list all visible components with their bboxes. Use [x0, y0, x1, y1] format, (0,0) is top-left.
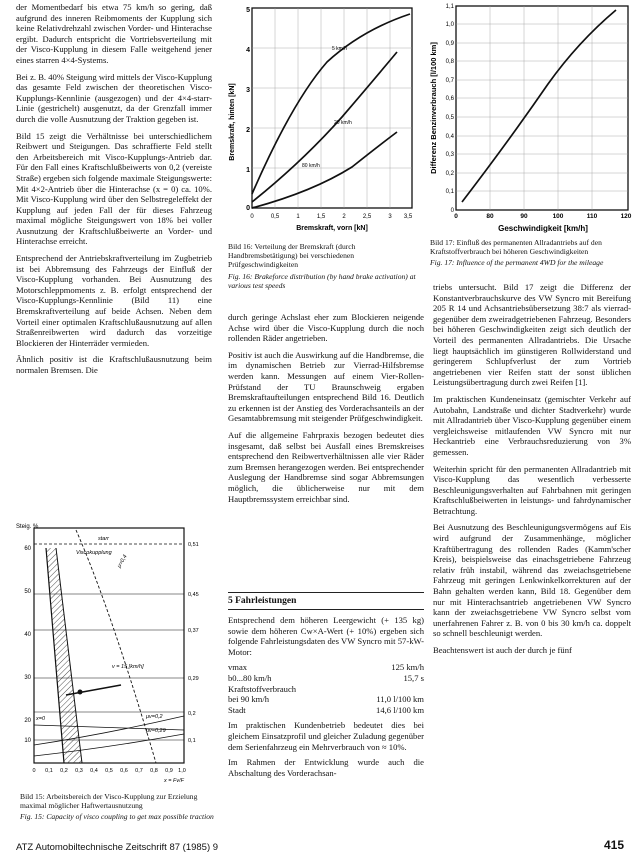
column-right	[433, 282, 631, 662]
x-tick: 1,5	[316, 214, 326, 220]
x-axis-label: Geschwindigkeit [km/h]	[498, 224, 588, 233]
curve-label: 5 km/h	[332, 46, 348, 52]
x-tick: 0,9	[165, 768, 173, 774]
x-tick: 0,3	[75, 768, 83, 774]
caption-german: Bild 17: Einfluß des permanenten Allradantriebs auf den Kraftstoffverbrauch bei höheren Geschwindigkeiten	[430, 238, 602, 257]
figure-16-caption	[228, 242, 424, 290]
figure-17	[428, 2, 634, 236]
section-body	[228, 615, 424, 783]
curve	[78, 690, 83, 695]
curve	[252, 14, 410, 194]
x-tick: 80	[486, 213, 494, 220]
paragraph: Entsprechend dem höheren Leergewicht (+ 135 kg) sowie dem höheren Cw×A-Wert (+ 10%) ergeben sich folgende Fahrleistungsdaten des VW Syncro mit 57-kW-Motor:	[228, 615, 424, 657]
y-tick: 0,4	[445, 134, 454, 140]
paragraph: Positiv ist auch die Auswirkung auf die Handbremse, die im dynamischen Betrieb zur Vierrad-Hilfsbremse werden kann. Messungen auf einem Vier-Rollen-Prüfstand der TU Braunschweig ergaben Bremskraftaufteilungen entsprechend Bild 16. Deutlich zu erkennen ist der Anstieg des Vorderachsanteils an der Gesamtabbremsung mit steigender Prüfgeschwindigkeit.	[228, 349, 424, 424]
x-axis-label: x = Fv/F	[164, 778, 185, 784]
caption-german: Bild 15: Arbeitsbereich der Visco-Kupplung zur Erzielung maximal möglicher Haftwertausnutzung	[20, 792, 198, 811]
x-tick: 0,5	[105, 768, 113, 774]
y-tick: 2	[246, 127, 250, 134]
x-tick: 0,7	[135, 768, 143, 774]
caption-german: Bild 16: Verteilung der Bremskraft (durch Handbremsbetätigung) bei verschiedenen Prüfgeschwindigkeiten	[228, 242, 356, 270]
paragraph: Bei z. B. 40% Steigung wird mittels der Visco-Kupplung das gesamte Feld zwischen der theoretischen Visco-Kupplungs-Kennlinie (ausgezogen) und der 4×4-starr-Linie (gestrichelt) ausgenutzt, da der Grenzfall immer durch die volle Ausnutzung der Traktion gegeben ist.	[16, 71, 213, 124]
spec-row	[228, 662, 424, 673]
spec-row	[228, 694, 424, 705]
column-middle	[228, 312, 424, 510]
curve-label: x=0	[36, 716, 46, 722]
hatched-region	[46, 548, 82, 763]
caption-english: Fig. 16: Brakeforce distribution (by hand brake activation) at various test speeds	[228, 271, 416, 290]
paragraph: Auf die allgemeine Fahrpraxis bezogen bedeutet dies insgesamt, daß selbst bei Ausfall eines Bremskreises entsprechend den Reibwertverhältnissen alle vier Räder zum Bremsen herangezogen werden. Bei entsprechender Auslegung der Handbremse sind sogar Abbremsungen möglich, die üblicherweise nur mit dem Hauptbremssystem erreichbar sind.	[228, 429, 424, 504]
x-tick: 0,2	[60, 768, 68, 774]
x-tick: 1	[296, 214, 300, 220]
y-tick: 0,3	[445, 152, 454, 158]
curve-label: Viscokupplung	[76, 550, 112, 556]
y-tick: 1,1	[445, 4, 454, 10]
curve-label: 20 km/h	[334, 120, 352, 126]
y-tick: 0,7	[445, 78, 454, 84]
spec-label: Kraftstoffverbrauch	[228, 683, 297, 694]
y-axis-label: Steig. %	[16, 524, 39, 530]
x-tick: 1,0	[178, 768, 186, 774]
y-tick: 10	[24, 738, 31, 744]
y-tick: 1	[246, 167, 250, 174]
x-tick: 3,5	[403, 214, 413, 220]
curve	[252, 52, 397, 202]
curve	[252, 132, 397, 208]
x-tick: 0	[454, 213, 458, 220]
y-tick: 0,8	[445, 59, 454, 65]
x-tick: 0,5	[270, 214, 280, 220]
spec-value: 11,0 l/100 km	[376, 694, 424, 705]
x-axis-label: Bremskraft, vorn [kN]	[296, 225, 368, 232]
y-tick: 0	[450, 208, 454, 214]
x-tick: 0	[32, 768, 36, 774]
paragraph: Weiterhin spricht für den permanenten Allradantrieb mit Visco-Kupplung das wesentlich verbesserte Beschleunigungsverhalten auf Fahrbahnen mit geringen Kraftschlußbeiwerten in leistungs- und fahrdynamischer Betrachtung.	[433, 463, 631, 516]
curve-label: μv=0,29	[146, 728, 166, 734]
y-tick: 0	[246, 205, 250, 212]
curve-label: 80 km/h	[302, 163, 320, 169]
x-tick: 2,5	[362, 214, 372, 220]
curve	[66, 685, 121, 695]
paragraph: Entsprechend der Antriebskraftverteilung im Zugbetrieb ist bei Abbremsung des Fahrzeugs der Einfluß der Visco-Kupplung vorhanden. Bei Ausnutzung des Motorschleppmoments z. B. erfolgt entsprechend der Visco-Kupplungs-Kennlinie (Bild 11) eine Bremskraftverteilung auf beide Achsen. Neben dem Vorteil einer optimalen Kraftschlußausnutzung auf allen Straßenreibwerten wird dadurch das vorzeitige Blockieren der Hinterräder vermieden.	[16, 253, 212, 348]
curve-label: starr	[98, 536, 109, 542]
y-tick: 30	[24, 675, 31, 681]
y-tick: 1,0	[445, 22, 454, 28]
spec-label: Stadt	[228, 704, 246, 715]
x-tick: 0	[250, 214, 254, 220]
x-tick: 90	[520, 213, 528, 220]
right-tick: 0,37	[188, 628, 199, 634]
x-tick: 120	[620, 213, 632, 220]
y-tick: 50	[24, 589, 31, 595]
y-tick: 0,2	[445, 171, 454, 177]
paragraph: Beachtenswert ist auch der durch je fünf	[433, 645, 572, 655]
spec-label: vmax	[228, 662, 248, 673]
y-axis-label: Differenz Benzinverbrauch [l/100 km]	[429, 42, 438, 174]
figure-17-caption	[430, 238, 630, 268]
y-tick: 60	[24, 546, 31, 552]
right-tick: 0,51	[188, 542, 199, 548]
figure-15-caption	[20, 792, 216, 822]
y-tick: 5	[246, 7, 250, 14]
spec-row	[228, 673, 424, 684]
x-tick: 3	[388, 214, 392, 220]
paragraph: Bei Ausnutzung des Beschleunigungsvermögens auf Eis wird aufgrund der Zusammenhänge, möglicher Kraftübertragung des rollenden Rades (Kamm'scher Kreis), beispielsweise das einachsgetriebene Fahrzeug relativ früh instabil, während das zweiachsgetriebene Fahrzeug mit geringen Lenkwinkelkorrekturen auf der Bahn gehalten werden kann, Bild 18. Gegenüber dem nur mit Hinterachsantrieb angetriebenen VW Syncro kann der zweiachsgetriebene VW Syncro selbst vom unerfahrenen Fahrer z. B. von 0 bis 30 km/h ca. doppelt so schnell beschleunigt werden.	[433, 522, 631, 639]
caption-english: Fig. 15: Capacity of visco coupling to get max possible traction	[20, 812, 214, 822]
curve-label: v = 15 [km/h]	[112, 664, 144, 670]
x-tick: 0,1	[45, 768, 53, 774]
y-tick: 0,9	[445, 41, 454, 47]
section-heading: 5 Fahrleistungen	[228, 592, 424, 610]
right-tick: 0,45	[188, 592, 199, 598]
paragraph: Bild 15 zeigt die Verhältnisse bei unterschiedlichem Reibwert und Steigungen. Das schraffierte Feld stellt den Arbeitsbereich mit Visco-Kupplungs-Antrieb dar. Für den Fall eines Kraftschlußbeiwerts von 0,2 (vereiste Straße) ergeben sich folgende maximale Steigungswerte: Mit 4×2-Antrieb über die Hinterachse (x = 0) ca. 10%. Mit Visco-Kupplung wird über den Selbstregeleffekt der Kupplung auf jeden Fall der für dieses Fahrzeug maximal mögliche Steigungswert von 18% bei voller Ausnutzung der Kraftschlußbeiwerte an Vorder- und Hinterachse erreicht.	[16, 130, 212, 247]
page-number: 415	[604, 838, 625, 852]
right-tick: 0,1	[188, 738, 196, 744]
y-tick: 20	[24, 718, 31, 724]
curve-label: μv=0,2	[146, 714, 163, 720]
spec-label: b0...80 km/h	[228, 672, 272, 683]
curve-label: μ=0,4	[116, 553, 129, 569]
right-tick: 0,29	[188, 676, 199, 682]
caption-english: Fig. 17: Influence of the permanent 4WD for the mileage	[430, 258, 604, 268]
y-tick: 40	[24, 632, 31, 638]
figure-15	[16, 520, 222, 790]
x-tick: 0,6	[120, 768, 128, 774]
spec-label: bei 90 km/h	[228, 694, 270, 705]
spec-row	[228, 705, 424, 716]
journal-footer: ATZ Automobiltechnische Zeitschrift 87 (1985) 9	[16, 842, 219, 853]
paragraph: durch geringe Achslast eher zum Blockieren neigende Achse wird über die Visco-Kupplung durch die noch rollenden Räder angetrieben.	[228, 312, 424, 344]
column-left	[16, 2, 212, 382]
right-tick: 0,2	[188, 711, 196, 717]
y-tick: 0,6	[445, 96, 454, 102]
paragraph: triebs untersucht. Bild 17 zeigt die Differenz der Konstantverbrauchskurve des VW Syncro mit Bereifung 205 R 14 und Achsantriebsübersetzung 38:7 als vierrad- gegenüber dem zweiradgetriebenen Fahrzeug. Besonders bei höheren Geschwindigkeiten zeigt sich deutlich der Vorteil des permanenten Allradantriebs. Die Ursache liegt hauptsächlich im günstigeren Rollwiderstand und geringerem Schlupfverlust der zum Vortrieb angetriebenen vier Reifen statt der sonst üblichen Leistungsübertragung durch zwei Reifen [1].	[433, 282, 631, 388]
plot-frame	[456, 6, 628, 210]
paragraph: Im praktischen Kundenbetrieb bedeutet dies bei gleichem Einsatzprofil und gleicher Zuladung gegenüber dem Serienfahrzeug ein Mehrverbrauch von ≈ 10%.	[228, 720, 424, 752]
y-tick: 4	[246, 47, 250, 54]
y-tick: 0,1	[445, 189, 454, 195]
x-tick: 2	[342, 214, 346, 220]
y-axis-label: Bremskraft, hinten [kN]	[229, 83, 236, 161]
paragraph: Im praktischen Kundeneinsatz (gemischter Verkehr auf Autobahn, Landstraße und dichter Stadtverkehr) wurde mit Allradantrieb über Visco-Kupplung gegenüber einem vergleichsweise mitlaufenden VW Syncro mit nur Heckantrieb eine Verbrauchsreduzierung von 3% gemessen.	[433, 393, 631, 457]
y-tick: 0,5	[445, 115, 454, 121]
spec-value: 14,6 l/100 km	[376, 704, 424, 715]
y-tick: 3	[246, 87, 250, 94]
spec-value: 125 km/h	[391, 662, 424, 673]
x-tick: 110	[586, 213, 598, 220]
paragraph: Ähnlich positiv ist die Kraftschlußausnutzung beim normalen Bremsen. Die	[16, 354, 212, 375]
paragraph: Im Rahmen der Entwicklung wurde auch die Abschaltung des Vorderachsan-	[228, 757, 424, 778]
figure-16	[222, 2, 422, 234]
x-tick: 0,4	[90, 768, 98, 774]
x-tick: 100	[552, 213, 564, 220]
curve	[34, 734, 184, 756]
spec-value: 15,7 s	[403, 672, 424, 683]
paragraph: der Momentbedarf bis etwa 75 km/h so gering, daß aufgrund des inneren Reibmoments der Kupplung sich keine Relativdrehzahl zwischen Vorder- und Hinterachse ergibt. Dadurch entspricht die Vortriebsverteilung mit der Visco-Kupplung in diesem Falle weitgehend jener eines starren 4×4-Systems.	[16, 2, 212, 65]
x-tick: 0,8	[150, 768, 158, 774]
